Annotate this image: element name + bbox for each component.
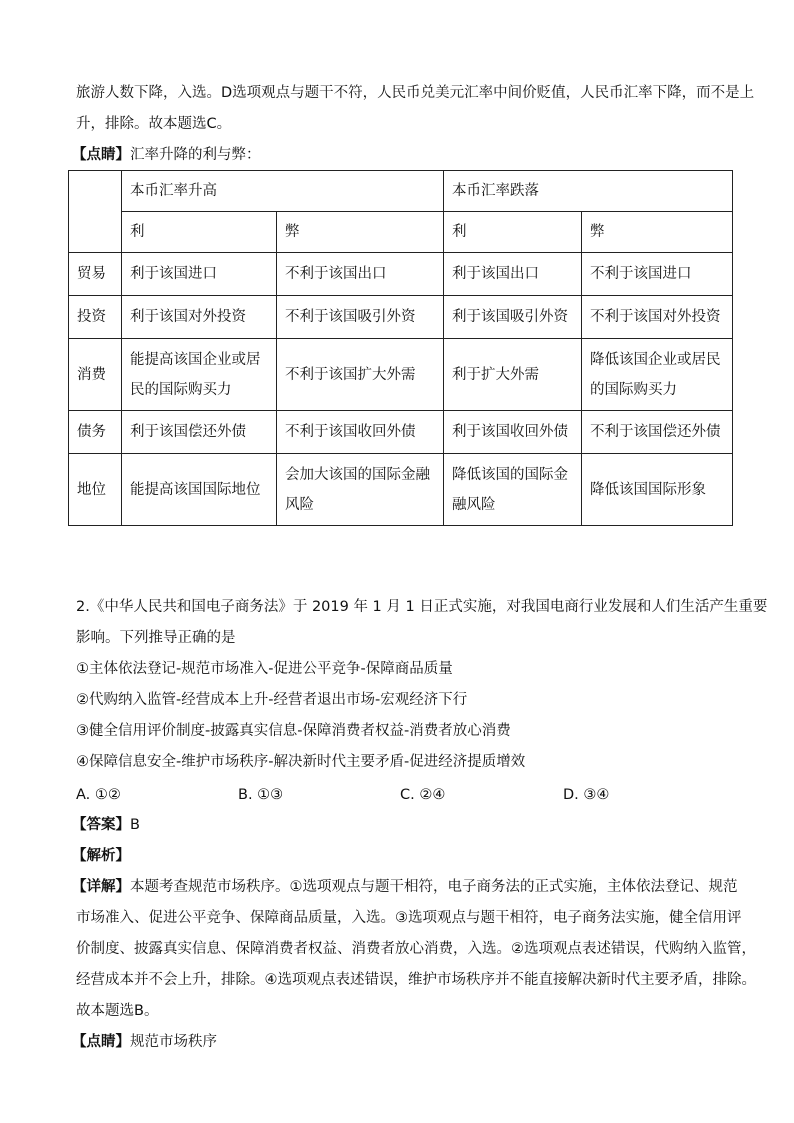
table-row — [69, 253, 733, 296]
table-cell: 能提高该国国际地位 — [122, 454, 277, 526]
table-cell: 利于该国出口 — [444, 253, 582, 296]
detail-line: 价制度、披露真实信息、保障消费者权益、消费者放心消费，入选。②选项观点表述错误，代购纳入监管， — [76, 941, 756, 957]
table-row — [69, 296, 733, 339]
detail-tag: 【详解】 — [72, 879, 130, 895]
option-a: A. ①② — [76, 787, 121, 803]
detail-line: 经营成本并不会上升，排除。④选项观点表述错误，维护市场秩序并不能直接解决新时代主要矛盾，排除。 — [76, 972, 756, 988]
detail-line: 市场准入、促进公平竞争、保障商品质量，入选。③选项观点与题干相符，电子商务法实施，健全信用评 — [76, 910, 742, 926]
table-cell: 利于该国吸引外资 — [444, 296, 582, 339]
sub-header-con: 弊 — [582, 212, 733, 253]
intro-line-1: 旅游人数下降，入选。D选项观点与题干不符，人民币兑美元汇率中间价贬值，人民币汇率下降，而不是上 — [76, 85, 755, 101]
row-label: 贸易 — [69, 253, 122, 296]
detail-line: 故本题选B。 — [76, 1003, 159, 1019]
option-d: D. ③④ — [563, 787, 610, 803]
tip-tag: 【点睛】 — [72, 147, 130, 163]
table-cell: 不利于该国对外投资 — [582, 296, 733, 339]
sub-header-pro: 利 — [444, 212, 582, 253]
answer-value: B — [130, 817, 140, 833]
detail-line-1 — [72, 877, 738, 897]
option-c: C. ②④ — [400, 787, 446, 803]
table-row — [69, 454, 733, 526]
question-item: ①主体依法登记-规范市场准入-促进公平竞争-保障商品质量 — [76, 661, 453, 677]
group-header-depreciation: 本币汇率跌落 — [444, 171, 733, 212]
row-label: 投资 — [69, 296, 122, 339]
group-header-appreciation: 本币汇率升高 — [122, 171, 444, 212]
tip2-text: 规范市场秩序 — [130, 1034, 217, 1050]
analysis-tag: 【解析】 — [72, 848, 130, 864]
table-cell: 不利于该国进口 — [582, 253, 733, 296]
row-label: 地位 — [69, 454, 122, 526]
tip2-tag: 【点睛】 — [72, 1034, 130, 1050]
intro-line-2: 升，排除。故本题选C。 — [76, 116, 232, 132]
table-cell: 不利于该国吸引外资 — [277, 296, 444, 339]
table-cell: 利于该国收回外债 — [444, 411, 582, 454]
question-stem-line-2: 影响。下列推导正确的是 — [76, 630, 236, 646]
detail-text: 本题考查规范市场秩序。①选项观点与题干相符，电子商务法的正式实施，主体依法登记、规范 — [130, 879, 738, 895]
table-corner-cell — [69, 171, 122, 253]
question-item: ④保障信息安全-维护市场秩序-解决新时代主要矛盾-促进经济提质增效 — [76, 754, 526, 770]
table-cell: 利于该国偿还外债 — [122, 411, 277, 454]
table-cell: 不利于该国偿还外债 — [582, 411, 733, 454]
question-item: ②代购纳入监管-经营成本上升-经营者退出市场-宏观经济下行 — [76, 692, 468, 708]
question-stem-line-1: 2.《中华人民共和国电子商务法》于 2019 年 1 月 1 日正式实施，对我国电商行业发展和人们生活产生重要 — [76, 599, 768, 615]
question-item: ③健全信用评价制度-披露真实信息-保障消费者权益-消费者放心消费 — [76, 723, 511, 739]
tip2-line — [72, 1032, 722, 1052]
table-cell: 能提高该国企业或居民的国际购买力 — [122, 339, 277, 411]
table-cell: 不利于该国出口 — [277, 253, 444, 296]
sub-header-con: 弊 — [277, 212, 444, 253]
table-row — [69, 411, 733, 454]
table-cell: 利于该国对外投资 — [122, 296, 277, 339]
table-cell: 降低该国的国际金融风险 — [444, 454, 582, 526]
tip-heading — [72, 145, 722, 165]
table-row — [69, 339, 733, 411]
exchange-rate-table — [68, 170, 733, 526]
table-cell: 降低该国国际形象 — [582, 454, 733, 526]
answer-tag: 【答案】 — [72, 817, 130, 833]
row-label: 消费 — [69, 339, 122, 411]
table-cell: 不利于该国扩大外需 — [277, 339, 444, 411]
row-label: 债务 — [69, 411, 122, 454]
table-cell: 降低该国企业或居民的国际购买力 — [582, 339, 733, 411]
answer-line — [72, 815, 722, 835]
table-cell: 不利于该国收回外债 — [277, 411, 444, 454]
sub-header-pro: 利 — [122, 212, 277, 253]
table-cell: 利于该国进口 — [122, 253, 277, 296]
table-cell: 会加大该国的国际金融风险 — [277, 454, 444, 526]
option-b: B. ①③ — [238, 787, 284, 803]
tip-text: 汇率升降的利与弊： — [130, 147, 261, 163]
table-cell: 利于扩大外需 — [444, 339, 582, 411]
